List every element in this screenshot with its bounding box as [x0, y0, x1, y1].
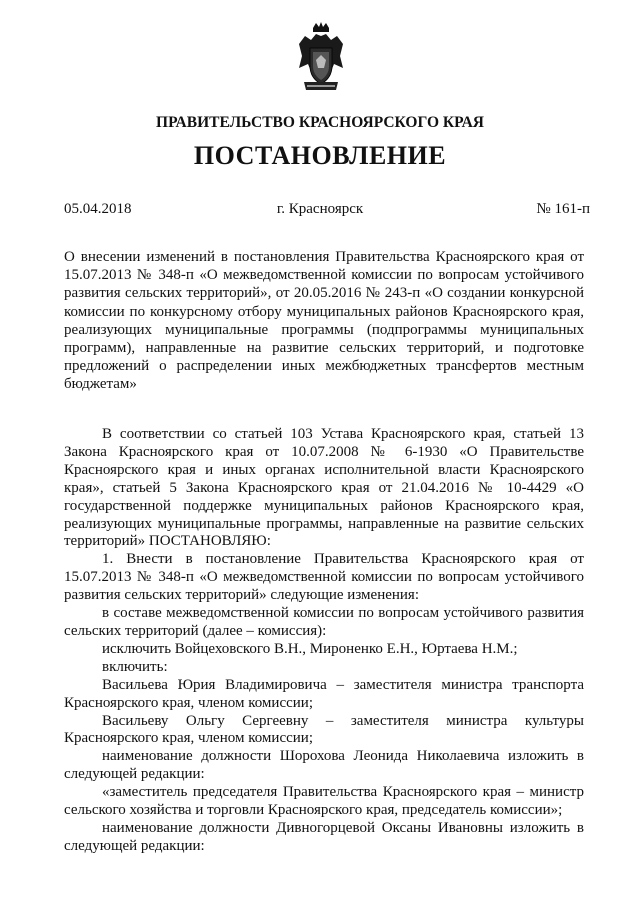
body-paragraph: наименование должности Дивногорцевой Оксаны Ивановны изложить в следующей редакции:	[64, 819, 584, 854]
body-paragraph: исключить Войцеховского В.Н., Мироненко Е.Н., Юртаева Н.М.;	[102, 640, 518, 657]
organization-title: ПРАВИТЕЛЬСТВО КРАСНОЯРСКОГО КРАЯ	[156, 114, 484, 131]
body-paragraph: Васильеву Ольгу Сергеевну – заместителя министра культуры Красноярского края, членом комиссии;	[64, 712, 584, 747]
body-paragraph: в составе межведомственной комиссии по вопросам устойчивого развития сельских территорий (далее – комиссия):	[64, 605, 584, 639]
body-paragraph: 1. Внести в постановление Правительства Красноярского края от 15.07.2013 № 348-п «О межведомственной комиссии по вопросам устойчивого развития сельских территорий» следующие изменения:	[64, 551, 584, 604]
body-paragraph: Васильева Юрия Владимировича – заместителя министра транспорта Красноярского края, членом комиссии;	[64, 676, 584, 711]
document-subject: О внесении изменений в постановления Правительства Красноярского края от 15.07.2013 № 348-п «О межведомственной комиссии по вопросам устойчивого развития сельских территорий», от 20.05.2016 № 243-п «О создании конкурсной комиссии по конкурсному отбору муниципальных районов Красноярского края, реализующих муниципальные программы (подпрограммы муниципальных программ), направленные на развитие сельских территорий, и подготовке предложений о распределении иных межбюджетных трансфертов местным бюджетам»	[64, 249, 584, 393]
body-paragraph: «заместитель председателя Правительства Красноярского края – министр сельского хозяйства и торговли Красноярского края, председатель комиссии»;	[64, 784, 584, 819]
body-paragraph: включить:	[102, 658, 168, 675]
coat-of-arms-icon	[296, 22, 346, 92]
document-body	[64, 426, 584, 856]
document-number: № 161-п	[536, 201, 590, 217]
body-paragraph: наименование должности Шорохова Леонида Николаевича изложить в следующей редакции:	[64, 748, 584, 783]
document-date: 05.04.2018	[64, 201, 132, 217]
document-city: г. Красноярск	[276, 201, 364, 217]
document-type-title: ПОСТАНОВЛЕНИЕ	[193, 141, 447, 170]
body-paragraph: В соответствии со статьей 103 Устава Красноярского края, статьей 13 Закона Красноярского края от 10.07.2008 № 6-1930 «О Правительстве Красноярского края и иных органах исполнительной власти Красноярского края», статьей 5 Закона Красноярского края от 21.04.2016 № 10-4429 «О государственной поддержке муниципальных районов Красноярского края, реализующих муниципальные программы, направленные на развитие сельских территорий» ПОСТАНОВЛЯЮ:	[64, 426, 584, 550]
